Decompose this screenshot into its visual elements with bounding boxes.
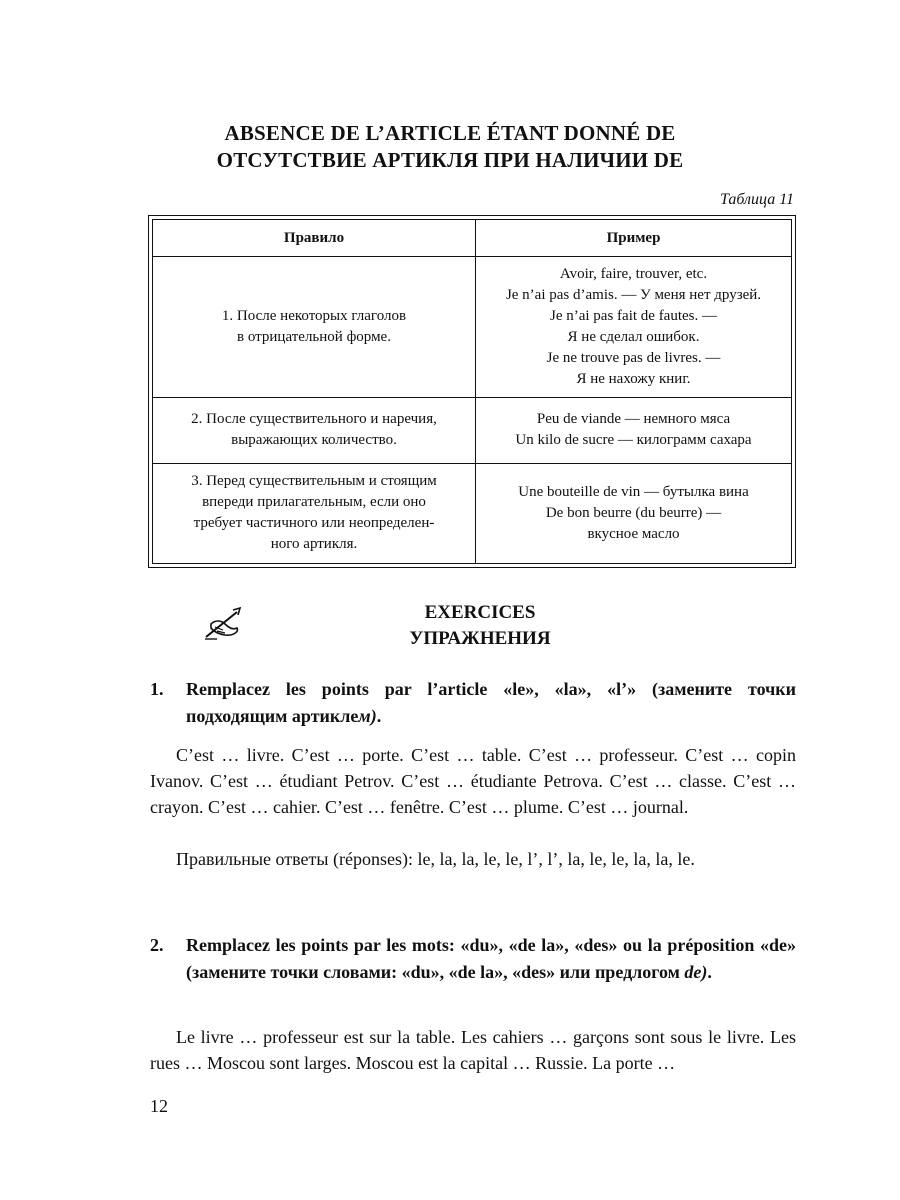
- rule-line: требует частичного или неопределен-: [193, 515, 435, 532]
- example-line: Je ne trouve pas de livres. —: [546, 349, 721, 366]
- table-caption: Таблица 11: [720, 191, 794, 208]
- title-russian: ОТСУТСТВИЕ АРТИКЛЯ ПРИ НАЛИЧИИ DE: [216, 148, 684, 172]
- example-line: вкусное масло: [587, 525, 680, 542]
- header-rule: Правило: [153, 220, 476, 257]
- instruction-text: Remplacez les points par l’article «le», «la», «l’» (замените точки подходящим артикле: [186, 679, 796, 726]
- page-number: 12: [150, 1096, 168, 1116]
- rule-line: выражающих количество.: [231, 432, 397, 449]
- example-cell: [476, 397, 792, 463]
- rule-line: в отрицательной форме.: [237, 328, 391, 345]
- example-line: De bon beurre (du beurre) —: [545, 504, 722, 521]
- instruction-italic: de): [684, 962, 708, 982]
- instruction-end: .: [707, 962, 712, 982]
- rule-line: впереди прилагательным, если оно: [202, 494, 426, 511]
- instruction-text: Remplacez les points par les mots: «du», «de la», «des» ou la préposition «de» (замените точки словами: «du», «de la», «des» или предлогом: [186, 935, 796, 982]
- task-1-text: C’est … livre. C’est … porte. C’est … table. C’est … professeur. C’est … copin Ivanov. C’est … étudiant Petrov. C’est … étudiante Petrova. C’est … classe. C’est … crayon. C’est … cahier. C’est … fenêtre. C’est … plume. C’est … journal.: [150, 745, 796, 817]
- example-line: Avoir, faire, trouver, etc.: [559, 265, 708, 282]
- example-line: Peu de viande — немного мяса: [536, 411, 731, 428]
- rule-cell: [153, 463, 476, 563]
- example-line: Я не нахожу книг.: [576, 370, 691, 387]
- table-header-row: [153, 220, 792, 257]
- rule-cell: [153, 397, 476, 463]
- title-french: ABSENCE DE L’ARTICLE ÉTANT DONNÉ DE: [224, 121, 676, 145]
- exercises-title-russian: УПРАЖНЕНИЯ: [409, 628, 551, 649]
- header-example: Пример: [476, 220, 792, 257]
- instruction-italic: м): [358, 706, 377, 726]
- rules-table: [152, 219, 792, 564]
- rule-line: 1. После некоторых глаголов: [221, 307, 407, 324]
- example-line: Je n’ai pas d’amis. — У меня нет друзей.: [505, 286, 762, 303]
- table-row: [153, 463, 792, 563]
- table-row: [153, 397, 792, 463]
- example-line: Je n’ai pas fait de fautes. —: [549, 307, 718, 324]
- instruction-end: .: [376, 706, 382, 726]
- table-row: [153, 257, 792, 397]
- rule-line: ного артикля.: [270, 536, 358, 553]
- example-cell: [476, 463, 792, 563]
- rule-line: 2. После существительного и наречия,: [191, 411, 437, 428]
- exercises-title-french: EXERCICES: [424, 602, 536, 623]
- task-number: 1.: [150, 679, 164, 699]
- rule-line: 3. Перед существительным и стоящим: [191, 473, 437, 490]
- task-1-instruction: [150, 676, 796, 730]
- example-line: Une bouteille de vin — бутылка вина: [518, 483, 749, 500]
- task-2-text: Le livre … professeur est sur la table. Les cahiers … garçons sont sous le livre. Les rues … Moscou sont larges. Moscou est la capital … Russie. La porte …: [150, 1027, 796, 1073]
- rule-cell: [153, 257, 476, 397]
- example-cell: [476, 257, 792, 397]
- rules-table-frame: [148, 215, 796, 568]
- task-number: 2.: [150, 935, 164, 955]
- task-1-answers: Правильные ответы (réponses): le, la, la, le, le, l’, l’, la, le, le, la, la, le.: [176, 849, 695, 869]
- example-line: Un kilo de sucre — килограмм сахара: [515, 432, 752, 449]
- task-2-instruction: [150, 932, 796, 986]
- example-line: Я не сделал ошибок.: [567, 328, 700, 345]
